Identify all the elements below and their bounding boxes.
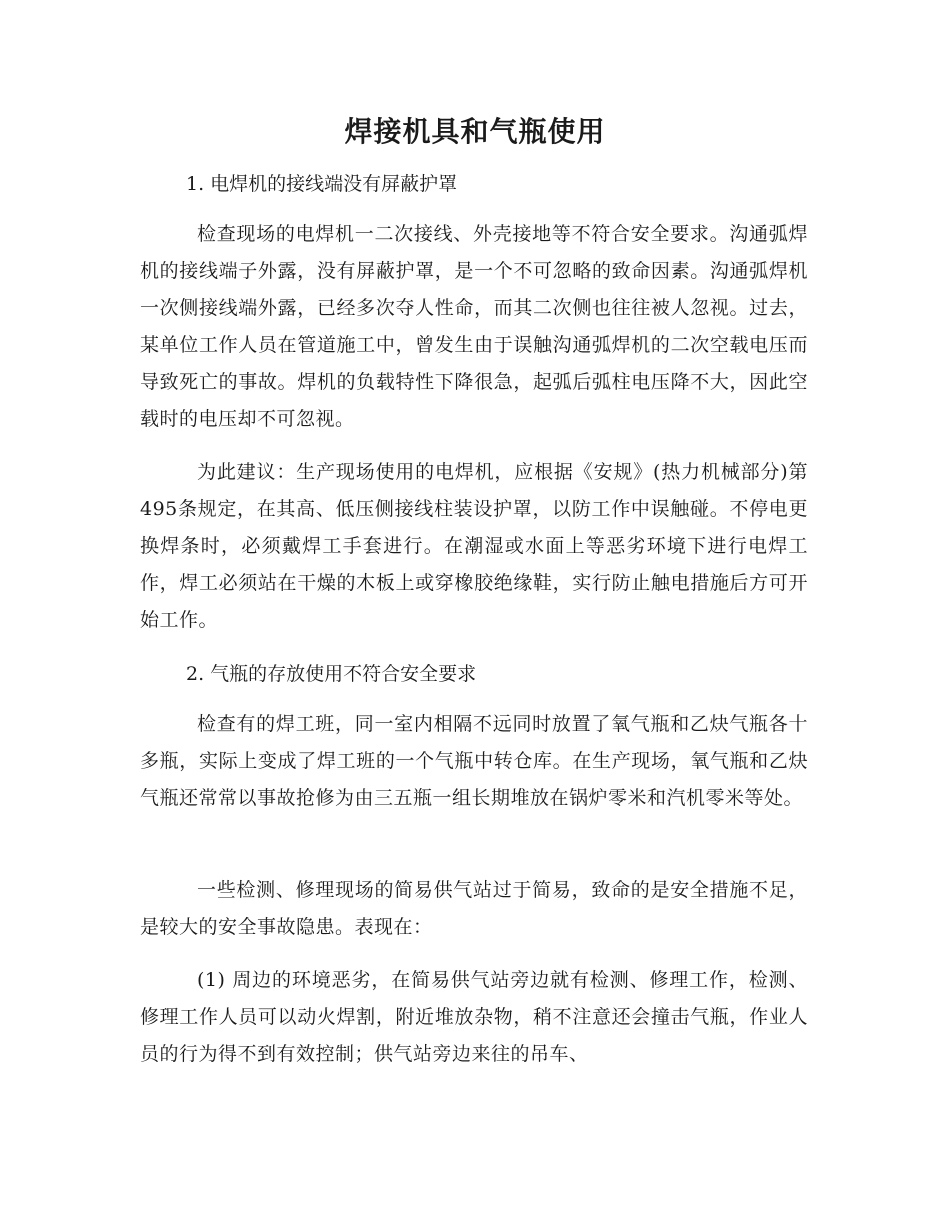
paragraph-1: 检查现场的电焊机一二次接线、外壳接地等不符合安全要求。沟通弧焊机的接线端子外露，没有屏蔽护罩，是一个不可忽略的致命因素。沟通弧焊机一次侧接线端外露，已经多次夺人性命，而其二次侧也往往被人忽视。过去，某单位工作人员在管道施工中，曾发生由于误触沟通弧焊机的二次空载电压而导致死亡的事故。焊机的负载特性下降很急，起弧后弧柱电压降不大，因此空载时的电压却不可忽视。 — [140, 223, 808, 430]
paragraph-3: 检查有的焊工班，同一室内相隔不远同时放置了氧气瓶和乙炔气瓶各十多瓶，实际上变成了焊工班的一个气瓶中转仓库。在生产现场，氧气瓶和乙炔气瓶还常常以事故抢修为由三五瓶一组长期堆放在锅炉零米和汽机零米等处。 — [140, 713, 808, 809]
page-title: 焊接机具和气瓶使用 — [344, 115, 606, 148]
paragraph-2: 为此建议：生产现场使用的电焊机，应根据《安规》(热力机械部分)第495条规定，在其高、低压侧接线柱装设护罩，以防工作中误触碰。不停电更换焊条时，必须戴焊工手套进行。在潮湿或水面上等恶劣环境下进行电焊工作，焊工必须站在干燥的木板上或穿橡胶绝缘鞋，实行防止触电措施后方可开始工作。 — [140, 461, 808, 631]
paragraph-4: 一些检测、修理现场的简易供气站过于简易，致命的是安全措施不足，是较大的安全事故隐患。表现在： — [140, 879, 808, 938]
section-heading-2: 2. 气瓶的存放使用不符合安全要求 — [186, 663, 477, 685]
section-heading-1: 1. 电焊机的接线端没有屏蔽护罩 — [186, 173, 458, 195]
paragraph-5: (1) 周边的环境恶劣，在简易供气站旁边就有检测、修理工作，检测、修理工作人员可以动火焊割，附近堆放杂物，稍不注意还会撞击气瓶，作业人员的行为得不到有效控制；供气站旁边来往的吊车、 — [140, 969, 808, 1065]
